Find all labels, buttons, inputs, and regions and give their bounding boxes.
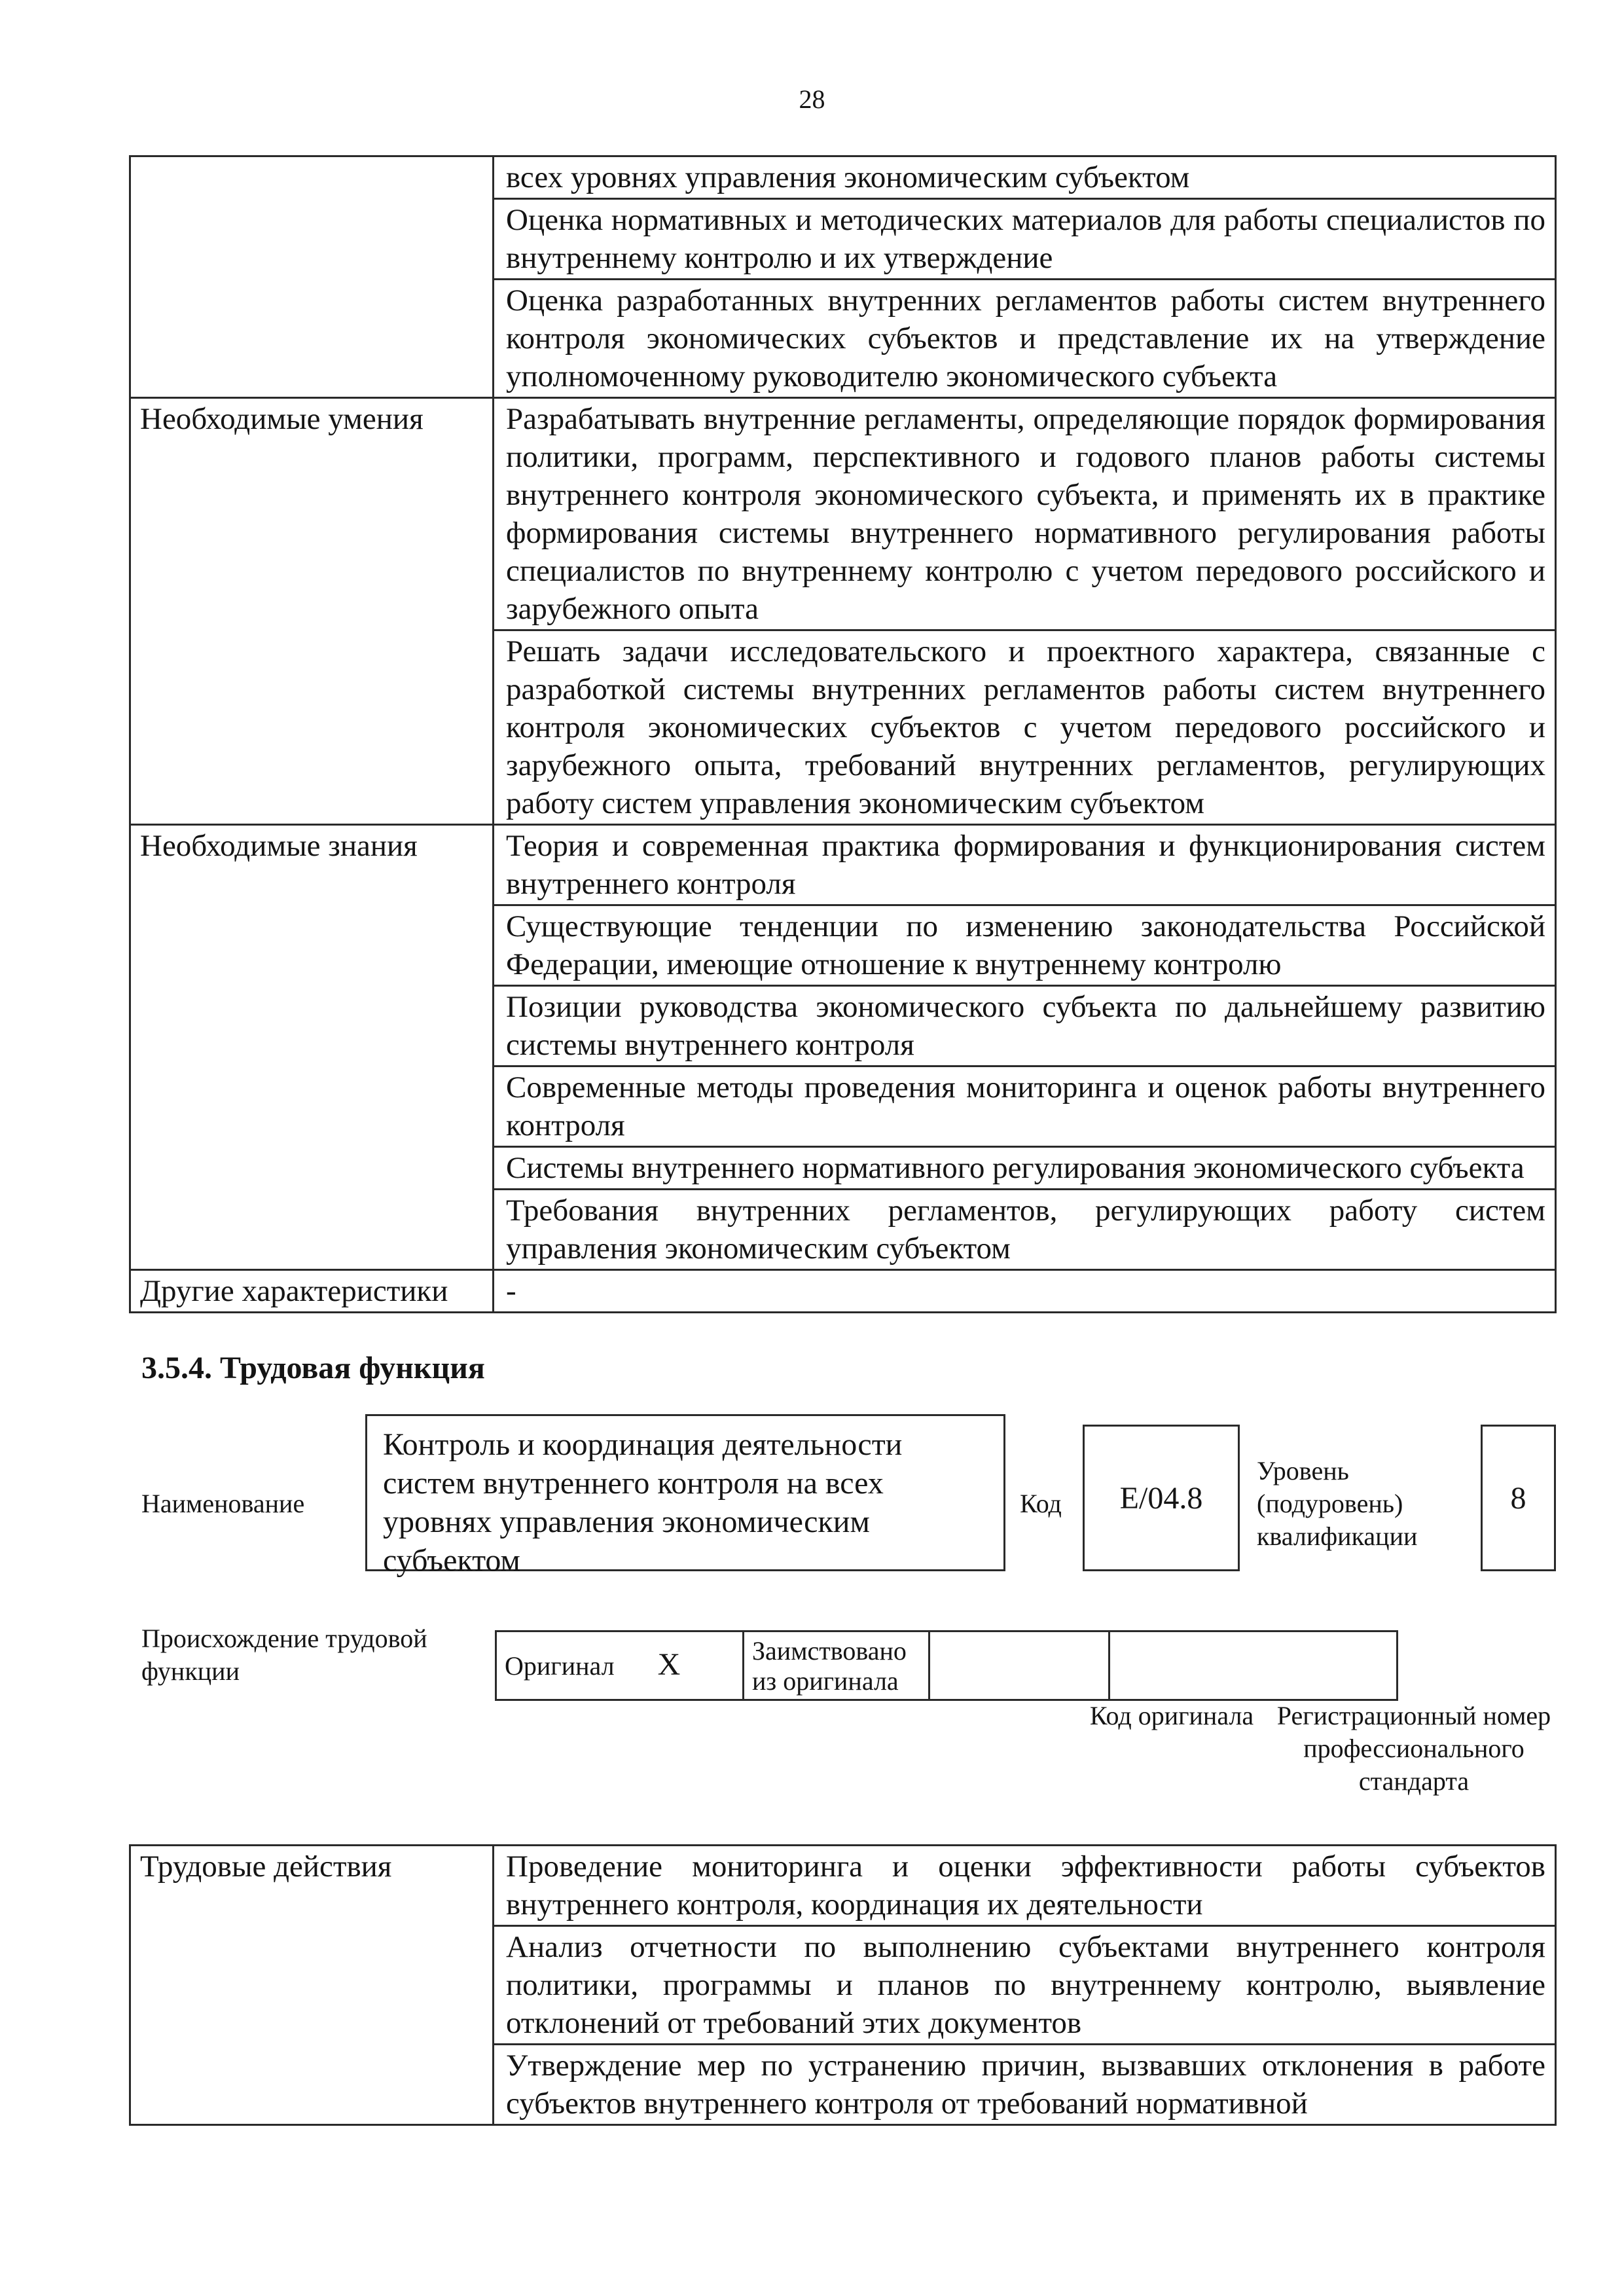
row-label-skills: Необходимые умения [130,398,494,825]
cell-item: Анализ отчетности по выполнению субъектами внутреннего контроля политики, программы и планов по внутреннему контролю, выявление отклонений от требований этих документов [494,1926,1556,2045]
table-row [130,825,1556,905]
original-label: Оригинал [505,1651,615,1681]
function-name-value: Контроль и координация деятельности систем внутреннего контроля на всех уровнях управления экономическим субъектом [383,1427,903,1578]
cell-item: Требования внутренних регламентов, регулирующих работу систем управления экономическим субъектом [494,1190,1556,1270]
function-code-value: E/04.8 [1119,1480,1203,1516]
cell-item: Существующие тенденции по изменению законодательства Российской Федерации, имеющие отношение к внутреннему контролю [494,905,1556,986]
level-value: 8 [1510,1480,1526,1516]
reg-number-caption: Регистрационный номер профессионального стандарта [1276,1701,1551,1796]
competency-table [129,155,1557,1313]
row-label-continued [130,156,494,398]
cell-item: всех уровнях управления экономическим субъектом [494,156,1556,199]
cell-item: Утверждение мер по устранению причин, вызвавших отклонения в работе субъектов внутреннего контроля от требований нормативной [494,2045,1556,2125]
cell-item: Оценка разработанных внутренних регламентов работы систем внутреннего контроля экономических субъектов и представление их на утверждение уполномоченному руководителю экономического субъекта [494,280,1556,398]
level-label: Уровень (подуровень) квалификации [1257,1456,1418,1551]
origin-original-cell [496,1631,744,1700]
cell-item: - [494,1270,1556,1313]
cell-item: Позиции руководства экономического субъекта по дальнейшему развитию системы внутреннего контроля [494,986,1556,1066]
cell-item: Разрабатывать внутренние регламенты, определяющие порядок формирования политики, программ, перспективного и годового планов работы системы внутреннего контроля экономического субъекта, и применять их в практике формирования системы внутреннего нормативного регулирования работы специалистов по внутреннему контролю с учетом передового российского и зарубежного опыта [494,398,1556,630]
table-row [130,398,1556,630]
cell-item: Проведение мониторинга и оценки эффективности работы субъектов внутреннего контроля, координация их деятельности [494,1846,1556,1926]
page-number: 28 [799,84,825,114]
table-row [130,1270,1556,1313]
section-heading: 3.5.4. Трудовая функция [141,1351,485,1385]
cell-item: Системы внутреннего нормативного регулирования экономического субъекта [494,1147,1556,1190]
table-row [130,156,1556,199]
code-box [1083,1425,1240,1571]
borrowed-label: Заимствовано из оригинала [752,1636,907,1696]
row-label-knowledge: Необходимые знания [130,825,494,1270]
code-label: Код [1020,1489,1062,1518]
origin-reg-cell [1110,1631,1398,1700]
row-label-actions: Трудовые действия [130,1846,494,2125]
name-box [365,1414,1005,1578]
table-row [130,1846,1556,1926]
row-label-other: Другие характеристики [130,1270,494,1313]
labor-actions-table [129,1844,1557,2126]
cell-item: Оценка нормативных и методических материалов для работы специалистов по внутреннему контролю и их утверждение [494,199,1556,280]
cell-item: Решать задачи исследовательского и проектного характера, связанные с разработкой системы внутренних регламентов работы систем внутреннего контроля экономических субъектов с учетом передового российского и зарубежного опыта, требований внутренних регламентов, регулирующих работу систем управления экономическим субъектом [494,630,1556,825]
name-label: Наименование [141,1489,305,1518]
cell-item: Теория и современная практика формирования и функционирования систем внутреннего контроля [494,825,1556,905]
origin-borrowed-cell [744,1631,929,1700]
level-box [1481,1425,1556,1571]
origin-label: Происхождение трудовой функции [141,1624,427,1686]
origin-code-cell [929,1631,1110,1700]
cell-item: Современные методы проведения мониторинга и оценок работы внутреннего контроля [494,1066,1556,1147]
origin-table [495,1630,1398,1701]
code-original-caption: Код оригинала [1089,1701,1254,1730]
original-mark: X [657,1647,681,1682]
